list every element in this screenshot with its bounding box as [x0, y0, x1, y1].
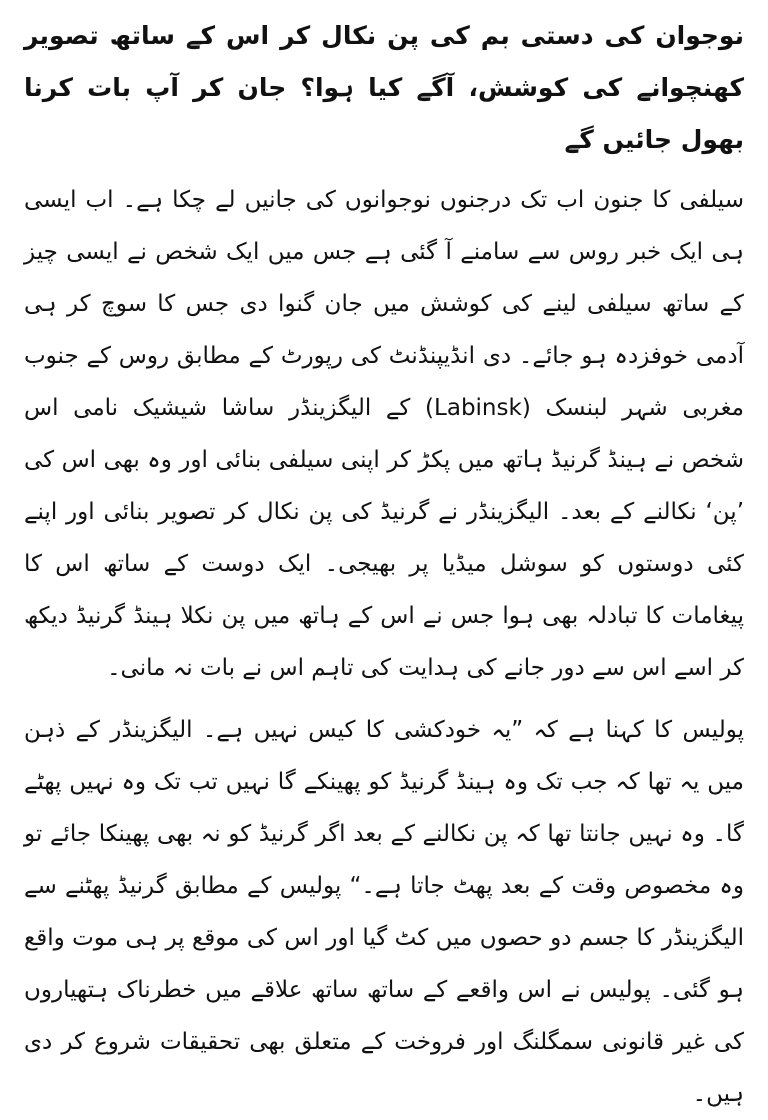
article-headline: نوجوان کی دستی بم کی پن نکال کر اس کے ساتھ تصویر کھنچوانے کی کوشش، آگے کیا ہوا؟ جان کر آپ بات کرنا بھول جائیں گے	[24, 21, 744, 154]
article-paragraph-1: سیلفی کا جنون اب تک درجنوں نوجوانوں کی جانیں لے چکا ہے۔ اب ایسی ہی ایک خبر روس سے سامنے آ گئی ہے جس میں ایک شخص نے ایسی چیز کے ساتھ سیلفی لینے کی کوشش میں جان گنوا دی جس کا سوچ کر ہی آدمی خوفزدہ ہو جائے۔ دی انڈیپنڈنٹ کی رپورٹ کے مطابق روس کے جنوب مغربی شہر لبنسک (Labinsk) کے الیگزینڈر ساشا شیشیک نامی اس شخص نے ہینڈ گرنیڈ ہاتھ میں پکڑ کر اپنی سیلفی بنائی اور وہ بھی اس کی ’پن‘ نکالنے کے بعد۔ الیگزینڈر نے گرنیڈ کی پن نکال کر تصویر بنائی اور اپنے کئی دوستوں کو سوشل میڈیا پر بھیجی۔ ایک دوست کے ساتھ اس کا پیغامات کا تبادلہ بھی ہوا جس نے اس کے ہاتھ میں پن نکلا ہینڈ گرنیڈ دیکھ کر اسے اس سے دور جانے کی ہدایت کی تاہم اس نے بات نہ مانی۔	[24, 187, 744, 681]
article-paragraph-2: پولیس کا کہنا ہے کہ ”یہ خودکشی کا کیس نہیں ہے۔ الیگزینڈر کے ذہن میں یہ تھا کہ جب تک وہ ہینڈ گرنیڈ کو پھینکے گا نہیں تب تک وہ نہیں پھٹے گا۔ وہ نہیں جانتا تھا کہ پن نکالنے کے بعد اگر گرنیڈ کو نہ بھی پھینکا جائے تو وہ مخصوص وقت کے بعد پھٹ جاتا ہے۔“ پولیس کے مطابق گرنیڈ پھٹنے سے الیگزینڈر کا جسم دو حصوں میں کٹ گیا اور اس کی موقع پر ہی موت واقع ہو گئی۔ پولیس نے اس واقعے کے ساتھ ساتھ علاقے میں خطرناک ہتھیاروں کی غیر قانونی سمگلنگ اور فروخت کے متعلق بھی تحقیقات شروع کر دی ہیں۔	[24, 717, 744, 1107]
